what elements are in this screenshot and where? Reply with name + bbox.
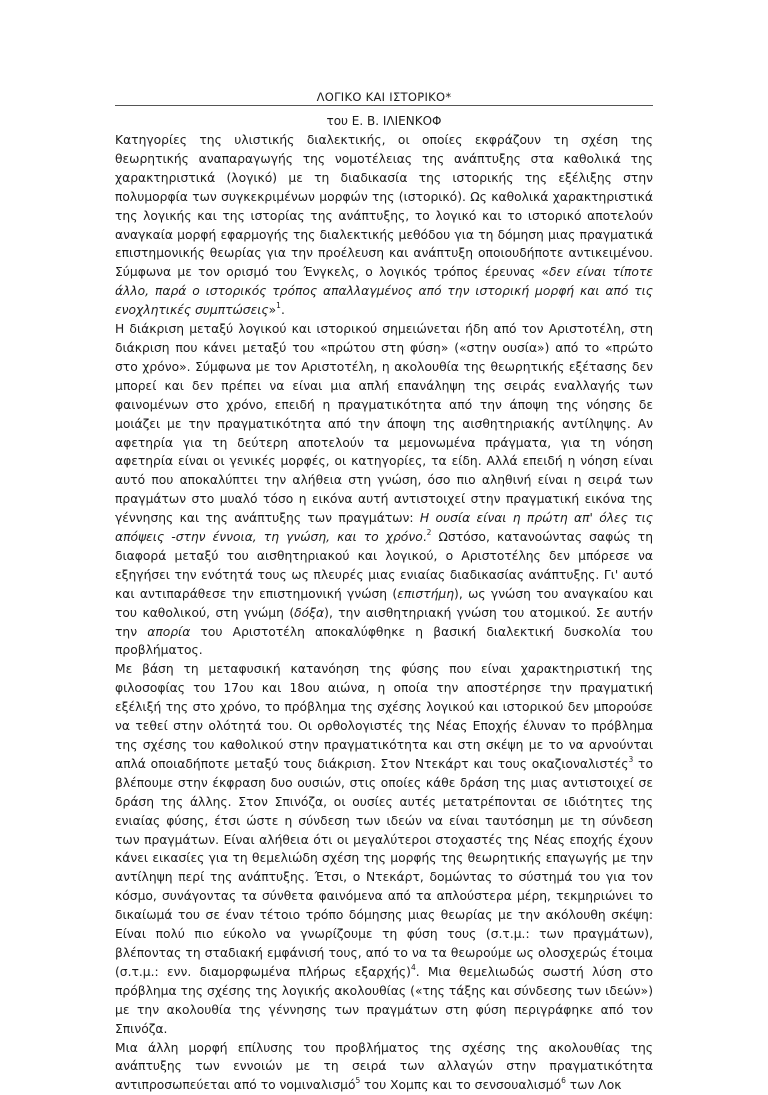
italic-term: απορία [147, 625, 190, 639]
document-page [115, 88, 653, 1095]
text-run: Μια άλλη μορφή επίλυσης του προβλήματος της σχέσης της ακολουθίας της ανάπτυξης των εννοιών με τη σειρά των αλλαγών στην πραγματικότητα αντιπροσωπεύεται από το νομιναλισμό [115, 1041, 653, 1093]
text-run: το βλέπουμε στην έκφραση δυο ουσιών, στις οποίες κάθε δράση της μιας αντιστοιχεί σε δράση της άλλης. Στον Σπινόζα, οι ουσίες αυτές μετατρέπονται σε ιδιότητες της ενιαίας φύσης, έτσι ώστε η σύνδεση των ιδεών να είναι ταυτόσημη με τη σύνδεση των πραγμάτων. Είναι αλήθεια ότι οι μεγαλύτεροι στοχαστές της Νέας εποχής έχουν κάνει εικασίες για τη θεμελιώδη σχέση της μορφής της θεωρητικής επαγωγής με την αντίληψη περί της ανάπτυξης. Έτσι, ο Ντεκάρτ, δομώντας το σύστημά του για τον κόσμο, συνάγοντας τα σύνθετα φαινόμενα από τα απλούστερα μέρη, τεκμηριώνει το δικαίωμά του σε έναν τέτοιο τρόπο δόμησης μιας θεωρίας με την ακόλουθη σκέψη: Είναι πολύ πιο εύκολο να γνωρίζουμε τη φύση τους (σ.τ.μ.: των πραγμάτων), βλέποντας τη σταδιακή εμφάνισή τους, από το να τα θεωρούμε ως ολοσχερώς έτοιμα (σ.τ.μ.: ενν. διαμορφωμένα πλήρως εξαρχής) [115, 757, 653, 979]
paragraph-4 [115, 1039, 653, 1095]
text-run: . Μια θεμελιωδώς σωστή λύση στο πρόβλημα της σχέσης της λογικής ακολουθίας («της τάξης και σύνδεσης των ιδεών») με την ακολουθία της γέννησης των πραγμάτων στη φύση περιγράφηκε από τον Σπινόζα. [115, 965, 653, 1036]
text-run: Με βάση τη μεταφυσική κατανόηση της φύσης που είναι χαρακτηριστική της φιλοσοφίας του 17ου και 18ου αιώνα, η οποία την αποστέρησε την πραγματική εξέλιξή της στο χρόνο, το πρόβλημα της σχέσης λογικού και ιστορικού δεν μπορούσε να τεθεί στην ολότητά του. Οι ορθολογιστές της Νέας Εποχής έλυναν το πρόβλημα της σχέσης του καθολικού στην πραγματικότητα και στη σκέψη με το να αρνούνται απλά οποιαδήποτε μεταξύ τους διάκριση. Στον Ντεκάρτ και τους οκαζιοναλιστές [115, 662, 653, 771]
footnote-ref[interactable]: 1 [276, 301, 281, 310]
paragraph-1 [115, 131, 653, 320]
text-run: Κατηγορίες της υλιστικής διαλεκτικής, οι οποίες εκφράζουν τη σχέση της θεωρητικής αναπαραγωγής της νομοτέλειας της ανάπτυξης στα καθολικά της χαρακτηριστικά (λογικό) με τη διαδικασία της ιστορικής της εξέλιξης στην πολυμορφία των συγκεκριμένων μορφών της (ιστορικό). Ως καθολικά χαρακτηριστικά της λογικής και της ιστορίας της ανάπτυξης, το λογικό και το ιστορικό αποτελούν αναγκαία μορφή εφαρμογής της διαλεκτικής μεθόδου για τη δόμηση μιας πραγματικά επιστημονικής θεωρίας για την προέλευση και ανάπτυξη οποιουδήποτε αντικειμένου. Σύμφωνα με τον ορισμό του Ένγκελς, ο λογικός τρόπος έρευνας « [115, 133, 653, 279]
text-run: . [281, 303, 285, 317]
italic-quote: δεν είναι τίποτε άλλο, παρά ο ιστορικός τρόπος απαλλαγμένος από την ιστορική μορφή και από τις ενοχλητικές συμπτώσεις [115, 265, 653, 317]
document-title: ΛΟΓΙΚΟ ΚΑΙ ΙΣΤΟΡΙΚΟ* [115, 88, 653, 104]
text-run: ), ως γνώση του αναγκαίου και του καθολικού, στη γνώμη ( [115, 587, 653, 620]
italic-term: δόξα [294, 606, 324, 620]
footnote-ref[interactable]: 3 [629, 755, 634, 764]
italic-term: επιστήμη [397, 587, 454, 601]
footnote-ref[interactable]: 2 [427, 528, 432, 537]
text-run: » [269, 303, 277, 317]
text-run: των Λοκ [566, 1078, 622, 1092]
author-line: του Ε. Β. ΙΛΙΕΝΚΟΦ [115, 112, 653, 131]
footnote-ref[interactable]: 4 [411, 963, 416, 972]
text-run: Ωστόσο, κατανοώντας σαφώς τη διαφορά μεταξύ του αισθητηριακού και λογικού, ο Αριστοτέλης δεν μπόρεσε να εξηγήσει την ενότητά τους ως πλευρές μιας ενιαίας διαδικασίας ανάπτυξης. Γι' αυτό και αντιπαράθεσε την επιστημονική γνώση ( [115, 530, 653, 601]
paragraph-3 [115, 660, 653, 1038]
footnote-ref[interactable]: 5 [355, 1076, 360, 1085]
text-run: του Χομπς και το σενσουαλισμό [360, 1078, 561, 1092]
title-rule [115, 105, 653, 106]
text-run: ), την αισθητηριακή γνώση του ατομικού. Σε αυτήν την [115, 606, 653, 639]
italic-quote: Η ουσία είναι η πρώτη απ' όλες τις απόψεις -στην έννοια, τη γνώση, και το χρόνο [115, 511, 653, 544]
paragraph-2 [115, 320, 653, 660]
text-run: Η διάκριση μεταξύ λογικού και ιστορικού σημειώνεται ήδη από τον Αριστοτέλη, στη διάκριση που κάνει μεταξύ του «πρώτου στη φύση» («στην ουσία») από το «πρώτο στο χρόνο». Σύμφωνα με τον Αριστοτέλη, η ακολουθία της θεωρητικής εξέτασης δεν μπορεί και δεν πρέπει να είναι μια απλή επανάληψη της σειράς εναλλαγής των φαινομένων στο χρόνο, επειδή η πραγματικότητα από την άποψη της νόησης δε μοιάζει με την πραγματικότητα από την άποψη της αισθητηριακής αντίληψης. Αν αφετηρία για τη δεύτερη αποτελούν τα μεμονωμένα πράγματα, για τη νόηση αφετηρία είναι οι γενικές μορφές, οι κατηγορίες, τα είδη. Αλλά επειδή η νόηση είναι αυτό που αποκαλύπτει την αλήθεια στη γνώση, όσο πιο αληθινή είναι η σειρά των πραγμάτων στο μυαλό τόσο η εικόνα αυτή αντιστοιχεί στην πραγματική εικόνα της γέννησης και της ανάπτυξης των πραγμάτων: [115, 322, 653, 525]
footnote-ref[interactable]: 6 [561, 1076, 566, 1085]
text-run: . [423, 530, 427, 544]
text-run: του Αριστοτέλη αποκαλύφθηκε η βασική διαλεκτική δυσκολία του προβλήματος. [115, 625, 653, 658]
